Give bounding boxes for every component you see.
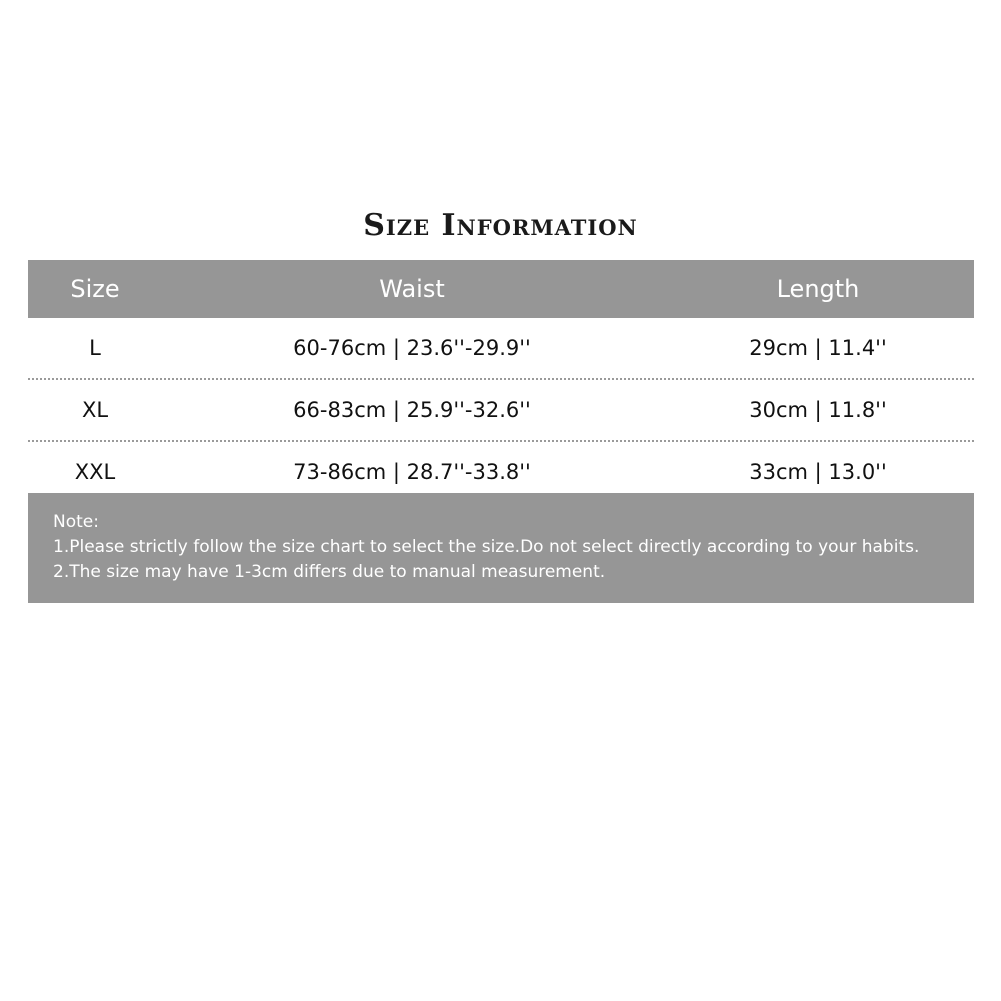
table-row — [28, 318, 974, 380]
table-row — [28, 380, 974, 442]
page-title: Size Information — [363, 208, 638, 243]
notes-heading: Note: — [53, 512, 99, 532]
notes-line-1: 1.Please strictly follow the size chart to select the size.Do not select directly according to your habits. — [53, 537, 920, 557]
notes-panel — [28, 493, 974, 603]
cell-length: 33cm | 13.0'' — [749, 460, 887, 484]
cell-waist: 73-86cm | 28.7''-33.8'' — [293, 460, 531, 484]
cell-length: 30cm | 11.8'' — [749, 398, 887, 422]
cell-size: XXL — [74, 460, 116, 484]
header-size: Size — [70, 275, 120, 303]
notes-line-2: 2.The size may have 1-3cm differs due to manual measurement. — [53, 562, 606, 582]
cell-length: 29cm | 11.4'' — [749, 336, 887, 360]
cell-size: XL — [81, 398, 109, 422]
cell-waist: 66-83cm | 25.9''-32.6'' — [293, 398, 531, 422]
size-table — [28, 260, 974, 502]
cell-size: L — [89, 336, 101, 360]
header-waist: Waist — [379, 275, 445, 303]
table-header — [28, 260, 974, 318]
header-length: Length — [776, 275, 860, 303]
cell-waist: 60-76cm | 23.6''-29.9'' — [293, 336, 531, 360]
